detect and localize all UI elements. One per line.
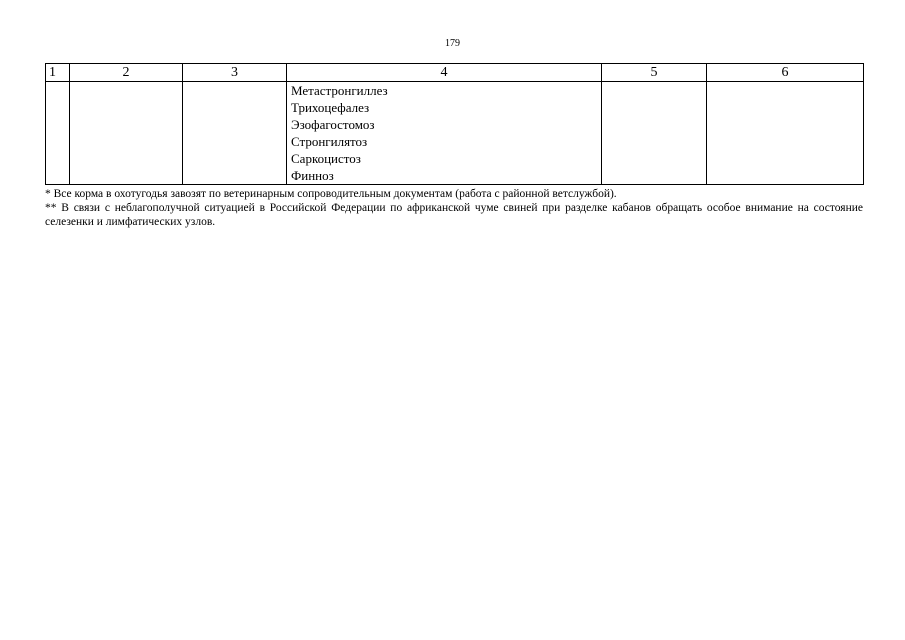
page-number: 179 — [445, 38, 460, 49]
footnote-african-swine-fever: ** В связи с неблагополучной ситуацией в Российской Федерации по африканской чуме свиней при разделке кабанов обращать особое внимание на состояние селезенки и лимфатических узлов. — [45, 202, 863, 228]
disease-item: Трихоцефалез — [291, 100, 370, 115]
disease-item: Метастронгиллез — [291, 83, 388, 98]
column-header-1: 1 — [46, 64, 70, 82]
table-row — [46, 82, 864, 185]
disease-item: Саркоцистоз — [291, 151, 361, 166]
column-header-4: 4 — [287, 64, 602, 82]
disease-item: Финноз — [291, 168, 334, 183]
footnote-feed-documents: * Все корма в охотугодья завозят по ветеринарным сопроводительным документам (работа с районной ветслужбой). — [45, 188, 617, 200]
table-cell-col6 — [707, 82, 864, 185]
table-cell-col3 — [183, 82, 287, 185]
footnotes — [45, 187, 863, 229]
column-header-2: 2 — [70, 64, 183, 82]
disease-list — [287, 82, 601, 184]
column-header-3: 3 — [183, 64, 287, 82]
column-header-5: 5 — [602, 64, 707, 82]
table-header-row — [46, 64, 864, 82]
data-table — [45, 63, 864, 185]
table-cell-col4 — [287, 82, 602, 185]
table-cell-col5 — [602, 82, 707, 185]
disease-item: Стронгилятоз — [291, 134, 368, 149]
column-header-6: 6 — [707, 64, 864, 82]
disease-item: Эзофагостомоз — [291, 117, 375, 132]
table-cell-col1 — [46, 82, 70, 185]
table-cell-col2 — [70, 82, 183, 185]
